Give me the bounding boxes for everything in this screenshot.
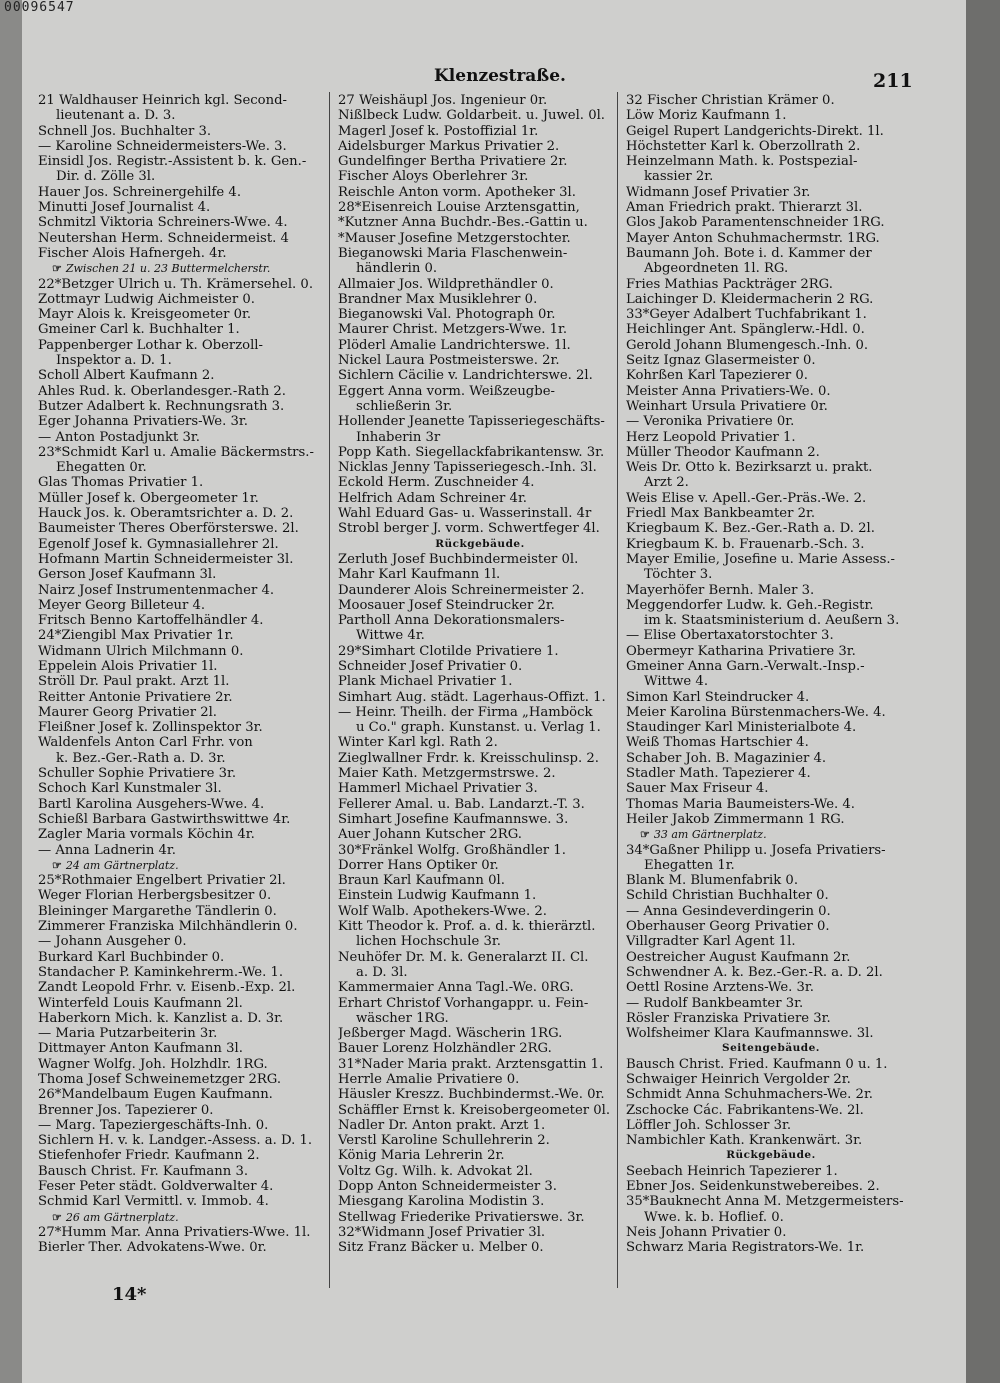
directory-entry: Winter Karl kgl. Rath 2. xyxy=(338,735,498,751)
directory-entry: Allmaier Jos. Wildprethändler 0. xyxy=(338,276,554,292)
directory-entry: Fellerer Amal. u. Bab. Landarzt.-T. 3. xyxy=(338,796,585,812)
entry-continuation: wäscher 1RG. xyxy=(356,1010,449,1026)
directory-entry: Höchstetter Karl k. Oberzollrath 2. xyxy=(626,138,861,154)
directory-entry: Blank M. Blumenfabrik 0. xyxy=(626,873,799,889)
directory-entry: König Maria Lehrerin 2r. xyxy=(338,1148,505,1164)
entry-continuation: k. Bez.-Ger.-Rath a. D. 3r. xyxy=(56,750,226,766)
entry-continuation: händlerin 0. xyxy=(356,261,438,277)
directory-entry: Maurer Georg Privatier 2l. xyxy=(38,704,218,720)
directory-entry: 26*Mandelbaum Eugen Kaufmann. xyxy=(38,1087,273,1103)
directory-entry: Einsidl Jos. Registr.-Assistent b. k. Gen.- xyxy=(38,154,307,170)
directory-entry: — Elise Obertaxatorstochter 3. xyxy=(626,628,834,644)
directory-entry: Schild Christian Buchhalter 0. xyxy=(626,888,829,904)
directory-entry: Friedl Max Bankbeamter 2r. xyxy=(626,506,816,522)
directory-entry: — Anton Postadjunkt 3r. xyxy=(38,429,200,445)
directory-entry: Widmann Josef Privatier 3r. xyxy=(626,184,811,200)
directory-entry: Neis Johann Privatier 0. xyxy=(626,1224,787,1240)
directory-entry: Scholl Albert Kaufmann 2. xyxy=(38,368,215,384)
pointing-hand-icon: ☞ xyxy=(52,1210,62,1224)
directory-entry: Pappenberger Lothar k. Oberzoll- xyxy=(38,337,263,353)
directory-entry: Ströll Dr. Paul prakt. Arzt 1l. xyxy=(38,674,230,690)
cross-reference-note: ☞ 24 am Gärtnerplatz. xyxy=(52,858,179,872)
entry-continuation: u Co." graph. Kunstanst. u. Verlag 1. xyxy=(356,720,601,736)
directory-entry: Zandt Leopold Frhr. v. Eisenb.-Exp. 2l. xyxy=(38,980,296,996)
directory-entry: Winterfeld Louis Kaufmann 2l. xyxy=(38,995,243,1011)
directory-entry: Müller Josef k. Obergeometer 1r. xyxy=(38,490,259,506)
directory-entry: Simhart Josefine Kaufmannswe. 3. xyxy=(338,811,569,827)
directory-entry: Kriegbaum K. Bez.-Ger.-Rath a. D. 2l. xyxy=(626,521,875,537)
directory-entry: Eggert Anna vorm. Weißzeugbe- xyxy=(338,383,555,399)
directory-entry: 27 Weishäupl Jos. Ingenieur 0r. xyxy=(338,93,548,108)
directory-entry: Glas Thomas Privatier 1. xyxy=(38,475,204,491)
directory-entry: Müller Theodor Kaufmann 2. xyxy=(626,444,820,460)
directory-entry: Laichinger D. Kleidermacherin 2 RG. xyxy=(626,291,874,307)
directory-entry: Wahl Eduard Gas- u. Wasserinstall. 4r xyxy=(338,506,592,522)
cross-reference-note: ☞ 26 am Gärtnerplatz. xyxy=(52,1210,179,1224)
directory-entry: Seebach Heinrich Tapezierer 1. xyxy=(626,1163,838,1179)
directory-entry: Löffler Joh. Schlosser 3r. xyxy=(626,1117,792,1133)
directory-entry: Meggendorfer Ludw. k. Geh.-Registr. xyxy=(626,597,874,613)
directory-entry: Hofmann Martin Schneidermeister 3l. xyxy=(38,551,294,567)
directory-entry: Bierler Ther. Advokatens-Wwe. 0r. xyxy=(38,1240,267,1256)
directory-entry: Kitt Theodor k. Prof. a. d. k. thierärztl. xyxy=(338,919,596,935)
directory-entry: Bauer Lorenz Holzhändler 2RG. xyxy=(338,1041,552,1057)
directory-entry: 34*Gaßner Philipp u. Josefa Privatiers- xyxy=(626,842,886,858)
directory-entry: Weis Dr. Otto k. Bezirksarzt u. prakt. xyxy=(626,460,873,476)
directory-entry: Dittmayer Anton Kaufmann 3l. xyxy=(38,1041,243,1057)
directory-entry: 32*Widmann Josef Privatier 3l. xyxy=(338,1224,546,1240)
entry-continuation: a. D. 3l. xyxy=(356,964,408,980)
pointing-hand-icon: ☞ xyxy=(52,858,62,872)
directory-entry: Thomas Maria Baumeisters-We. 4. xyxy=(626,796,855,812)
directory-entry: Geigel Rupert Landgerichts-Direkt. 1l. xyxy=(626,123,884,139)
directory-entry: — Karoline Schneidermeisters-We. 3. xyxy=(38,138,287,154)
directory-entry: Stiefenhofer Friedr. Kaufmann 2. xyxy=(38,1148,260,1164)
directory-entry: Jeßberger Magd. Wäscherin 1RG. xyxy=(338,1026,563,1042)
directory-entry: Obermeyr Katharina Privatiere 3r. xyxy=(626,643,856,659)
entry-continuation: Wittwe 4r. xyxy=(356,628,425,644)
directory-entry: Waldenfels Anton Carl Frhr. von xyxy=(38,735,253,751)
section-heading: Seitengebäude. xyxy=(722,1042,820,1055)
directory-entry: Oestreicher August Kaufmann 2r. xyxy=(626,949,851,965)
directory-entry: Voltz Gg. Wilh. k. Advokat 2l. xyxy=(338,1163,533,1179)
directory-entry: Brandner Max Musiklehrer 0. xyxy=(338,291,538,307)
directory-entry: Bieganowski Maria Flaschenwein- xyxy=(338,245,568,261)
directory-entry: Aidelsburger Markus Privatier 2. xyxy=(338,138,560,154)
directory-entry: Schmid Karl Vermittl. v. Immob. 4. xyxy=(38,1194,269,1210)
page-number: 211 xyxy=(873,70,913,92)
pointing-hand-icon: ☞ xyxy=(52,262,62,276)
directory-entry: Oettl Rosine Arztens-We. 3r. xyxy=(626,980,814,996)
directory-entry: Heiler Jakob Zimmermann 1 RG. xyxy=(626,811,845,827)
directory-entry: Weinhart Ursula Privatiere 0r. xyxy=(626,398,828,414)
directory-entry: Miesgang Karolina Modistin 3. xyxy=(338,1194,545,1210)
directory-entry: *Mauser Josefine Metzgerstochter. xyxy=(338,230,571,246)
directory-entry: Simon Karl Steindrucker 4. xyxy=(626,689,810,705)
directory-entry: Schnell Jos. Buchhalter 3. xyxy=(38,123,212,139)
directory-entry: Bleininger Margarethe Tändlerin 0. xyxy=(38,903,277,919)
column-2 xyxy=(338,93,622,1256)
directory-entry: Mayr Alois k. Kreisgeometer 0r. xyxy=(38,307,252,323)
directory-entry: Gmeiner Anna Garn.-Verwalt.-Insp.- xyxy=(626,658,865,674)
directory-entry: Kammermaier Anna Tagl.-We. 0RG. xyxy=(338,980,574,996)
directory-entry: Erhart Christof Vorhangappr. u. Fein- xyxy=(338,995,589,1011)
directory-entry: — Anna Ladnerin 4r. xyxy=(38,842,176,858)
directory-entry: Hollender Jeanette Tapisseriegeschäfts- xyxy=(338,414,605,430)
directory-entry: Hammerl Michael Privatier 3. xyxy=(338,781,538,797)
directory-entry: Auer Johann Kutscher 2RG. xyxy=(338,827,522,843)
directory-entry: Fleißner Josef k. Zollinspektor 3r. xyxy=(38,720,263,736)
directory-entry: Maurer Christ. Metzgers-Wwe. 1r. xyxy=(338,322,568,338)
directory-entry: *Kutzner Anna Buchdr.-Bes.-Gattin u. xyxy=(338,215,588,231)
directory-entry: Fischer Aloys Oberlehrer 3r. xyxy=(338,169,529,185)
directory-entry: 25*Rothmaier Engelbert Privatier 2l. xyxy=(38,873,286,889)
directory-entry: Ahles Rud. k. Oberlandesger.-Rath 2. xyxy=(38,383,286,399)
directory-entry: Schmidt Anna Schuhmachers-We. 2r. xyxy=(626,1087,873,1103)
entry-continuation: Wwe. k. b. Hoflief. 0. xyxy=(644,1209,784,1225)
directory-entry: Baumann Joh. Bote i. d. Kammer der xyxy=(626,245,872,261)
running-title: Klenzestraße. xyxy=(434,66,566,86)
directory-entry: Weiß Thomas Hartschier 4. xyxy=(626,735,809,751)
directory-entry: Brenner Jos. Tapezierer 0. xyxy=(38,1102,214,1118)
directory-entry: — Veronika Privatiere 0r. xyxy=(626,414,795,430)
directory-entry: Meier Karolina Bürstenmachers-We. 4. xyxy=(626,704,886,720)
directory-entry: Nairz Josef Instrumentenmacher 4. xyxy=(38,582,275,598)
entry-continuation: Arzt 2. xyxy=(644,475,689,491)
directory-entry: Stadler Math. Tapezierer 4. xyxy=(626,766,811,782)
directory-entry: Rösler Franziska Privatiere 3r. xyxy=(626,1010,831,1026)
directory-entry: — Heinr. Theilh. der Firma „Hamböck xyxy=(338,704,593,720)
directory-entry: Mahr Karl Kaufmann 1l. xyxy=(338,567,501,583)
directory-entry: 24*Ziengibl Max Privatier 1r. xyxy=(38,628,234,644)
directory-entry: 33*Geyer Adalbert Tuchfabrikant 1. xyxy=(626,307,867,323)
directory-entry: Wolfsheimer Klara Kaufmannswe. 3l. xyxy=(626,1026,874,1042)
section-heading: Rückgebäude. xyxy=(435,537,525,550)
column-divider xyxy=(329,92,330,1288)
directory-entry: Heinzelmann Math. k. Postspezial- xyxy=(626,154,858,170)
directory-entry: 30*Fränkel Wolfg. Großhändler 1. xyxy=(338,842,566,858)
directory-entry: Maier Kath. Metzgermstrswe. 2. xyxy=(338,766,556,782)
entry-continuation: Inspektor a. D. 1. xyxy=(56,353,172,369)
directory-entry: Häusler Kreszz. Buchbindermst.-We. 0r. xyxy=(338,1087,605,1103)
directory-entry: Haberkorn Mich. k. Kanzlist a. D. 3r. xyxy=(38,1010,284,1026)
directory-entry: Seitz Ignaz Glasermeister 0. xyxy=(626,353,816,369)
directory-entry: Reischle Anton vorm. Apotheker 3l. xyxy=(338,184,576,200)
directory-entry: Schwendner A. k. Bez.-Ger.-R. a. D. 2l. xyxy=(626,964,883,980)
directory-entry: Aman Friedrich prakt. Thierarzt 3l. xyxy=(626,200,863,216)
directory-entry: 28*Eisenreich Louise Arztensgattin, xyxy=(338,200,580,216)
directory-entry: Sauer Max Friseur 4. xyxy=(626,781,769,797)
directory-entry: Nicklas Jenny Tapisseriegesch.-Inh. 3l. xyxy=(338,460,597,476)
directory-entry: Gmeiner Carl k. Buchhalter 1. xyxy=(38,322,240,338)
directory-entry: Schießl Barbara Gastwirthswittwe 4r. xyxy=(38,811,291,827)
directory-entry: Bartl Karolina Ausgehers-Wwe. 4. xyxy=(38,796,265,812)
directory-entry: Stellwag Friederike Privatierswe. 3r. xyxy=(338,1209,585,1225)
signature-mark: 14* xyxy=(112,1284,147,1305)
directory-entry: Schneider Josef Privatier 0. xyxy=(338,658,523,674)
directory-entry: Staudinger Karl Ministerialbote 4. xyxy=(626,720,857,736)
directory-entry: Glos Jakob Paramentenschneider 1RG. xyxy=(626,215,885,231)
directory-entry: Butzer Adalbert k. Rechnungsrath 3. xyxy=(38,398,285,414)
directory-entry: Standacher P. Kaminkehrerm.-We. 1. xyxy=(38,964,284,980)
directory-entry: — Anna Gesindeverdingerin 0. xyxy=(626,903,831,919)
directory-entry: Feser Peter städt. Goldverwalter 4. xyxy=(38,1179,274,1195)
directory-entry: — Rudolf Bankbeamter 3r. xyxy=(626,995,804,1011)
entry-continuation: kassier 2r. xyxy=(644,169,714,185)
entry-continuation: Wittwe 4. xyxy=(644,674,709,690)
pointing-hand-icon: ☞ xyxy=(640,828,650,842)
directory-entry: Plank Michael Privatier 1. xyxy=(338,674,513,690)
directory-entry: Schaber Joh. B. Magazinier 4. xyxy=(626,750,827,766)
directory-entry: Mayerhöfer Bernh. Maler 3. xyxy=(626,582,815,598)
directory-entry: Minutti Josef Journalist 4. xyxy=(38,200,211,216)
directory-entry: Braun Karl Kaufmann 0l. xyxy=(338,873,505,889)
directory-entry: Mayer Anton Schuhmachermstr. 1RG. xyxy=(626,230,880,246)
directory-entry: Meister Anna Privatiers-We. 0. xyxy=(626,383,831,399)
directory-entry: Eckold Herm. Zuschneider 4. xyxy=(338,475,535,491)
page-edge-left xyxy=(0,0,22,1383)
entry-continuation: Abgeordneten 1l. RG. xyxy=(644,261,789,277)
directory-entry: Fritsch Benno Kartoffelhändler 4. xyxy=(38,613,264,629)
directory-entry: Strobl berger J. vorm. Schwertfeger 4l. xyxy=(338,521,600,537)
directory-entry: Zagler Maria vormals Köchin 4r. xyxy=(38,827,255,843)
directory-entry: Weis Elise v. Apell.-Ger.-Präs.-We. 2. xyxy=(626,490,867,506)
directory-entry: Kriegbaum K. b. Frauenarb.-Sch. 3. xyxy=(626,536,865,552)
directory-entry: Daunderer Alois Schreinermeister 2. xyxy=(338,582,585,598)
directory-entry: Popp Kath. Siegellackfabrikantensw. 3r. xyxy=(338,444,605,460)
directory-entry: Zieglwallner Frdr. k. Kreisschulinsp. 2. xyxy=(338,750,599,766)
archive-stamp: 00096547 xyxy=(4,0,75,15)
directory-entry: Kohrßen Karl Tapezierer 0. xyxy=(626,368,808,384)
directory-entry: Helfrich Adam Schreiner 4r. xyxy=(338,490,527,506)
directory-entry: Bausch Christ. Fr. Kaufmann 3. xyxy=(38,1163,249,1179)
directory-entry: Fischer Alois Hafnergeh. 4r. xyxy=(38,245,227,261)
directory-entry: 32 Fischer Christian Krämer 0. xyxy=(626,93,835,108)
directory-entry: 29*Simhart Clotilde Privatiere 1. xyxy=(338,643,559,659)
directory-entry: Gerson Josef Kaufmann 3l. xyxy=(38,567,217,583)
directory-entry: — Maria Putzarbeiterin 3r. xyxy=(38,1026,218,1042)
directory-entry: Zschocke Các. Fabrikantens-We. 2l. xyxy=(626,1102,864,1118)
cross-reference-note: ☞ 33 am Gärtnerplatz. xyxy=(640,828,767,842)
column-1 xyxy=(38,93,322,1256)
directory-entry: Egenolf Josef k. Gymnasiallehrer 2l. xyxy=(38,536,279,552)
directory-entry: Eppelein Alois Privatier 1l. xyxy=(38,658,218,674)
directory-entry: Bieganowski Val. Photograph 0r. xyxy=(338,307,556,323)
directory-entry: Moosauer Josef Steindrucker 2r. xyxy=(338,597,555,613)
directory-entry: Widmann Ulrich Milchmann 0. xyxy=(38,643,244,659)
page-edge-right xyxy=(966,0,1000,1383)
directory-entry: Sichlern H. v. k. Landger.-Assess. a. D. 1. xyxy=(38,1133,313,1149)
directory-entry: Partholl Anna Dekorationsmalers- xyxy=(338,613,565,629)
directory-entry: Schwarz Maria Registrators-We. 1r. xyxy=(626,1240,865,1256)
directory-entry: Weger Florian Herbergsbesitzer 0. xyxy=(38,888,272,904)
entry-continuation: lichen Hochschule 3r. xyxy=(356,934,501,950)
directory-entry: Ebner Jos. Seidenkunstwebereibes. 2. xyxy=(626,1179,880,1195)
directory-entry: Zimmerer Franziska Milchhändlerin 0. xyxy=(38,919,298,935)
directory-entry: Nißlbeck Ludw. Goldarbeit. u. Juwel. 0l. xyxy=(338,108,605,124)
directory-entry: Bausch Christ. Fried. Kaufmann 0 u. 1. xyxy=(626,1056,888,1072)
entry-continuation: schließerin 3r. xyxy=(356,398,453,414)
directory-entry: Sichlern Cäcilie v. Landrichterswe. 2l. xyxy=(338,368,593,384)
directory-entry: Plöderl Amalie Landrichterswe. 1l. xyxy=(338,337,571,353)
directory-entry: Herz Leopold Privatier 1. xyxy=(626,429,796,445)
directory-entry: Einstein Ludwig Kaufmann 1. xyxy=(338,888,537,904)
directory-entry: Gundelfinger Bertha Privatiere 2r. xyxy=(338,154,568,170)
directory-entry: Oberhauser Georg Privatier 0. xyxy=(626,919,830,935)
directory-entry: Dopp Anton Schneidermeister 3. xyxy=(338,1179,557,1195)
cross-reference-note: ☞ Zwischen 21 u. 23 Buttermelcherstr. xyxy=(52,262,271,276)
directory-entry: 22*Betzger Ulrich u. Th. Krämersehel. 0. xyxy=(38,276,314,292)
section-heading: Rückgebäude. xyxy=(726,1149,816,1162)
entry-continuation: im k. Staatsministerium d. Aeußern 3. xyxy=(644,613,900,629)
entry-continuation: Ehegatten 0r. xyxy=(56,460,147,476)
directory-entry: Schoch Karl Kunstmaler 3l. xyxy=(38,781,222,797)
directory-entry: Burkard Karl Buchbinder 0. xyxy=(38,949,225,965)
directory-entry: Löw Moriz Kaufmann 1. xyxy=(626,108,787,124)
directory-entry: 31*Nader Maria prakt. Arztensgattin 1. xyxy=(338,1056,604,1072)
directory-entry: Nambichler Kath. Krankenwärt. 3r. xyxy=(626,1133,863,1149)
directory-entry: Schwaiger Heinrich Vergolder 2r. xyxy=(626,1072,851,1087)
directory-entry: Sitz Franz Bäcker u. Melber 0. xyxy=(338,1240,544,1256)
directory-entry: Schäffler Ernst k. Kreisobergeometer 0l. xyxy=(338,1102,611,1118)
directory-entry: Zerluth Josef Buchbindermeister 0l. xyxy=(338,551,579,567)
directory-entry: 35*Bauknecht Anna M. Metzgermeisters- xyxy=(626,1194,904,1210)
directory-entry: Wagner Wolfg. Joh. Holzhdlr. 1RG. xyxy=(38,1056,268,1072)
directory-entry: Hauer Jos. Schreinergehilfe 4. xyxy=(38,184,242,200)
directory-entry: 23*Schmidt Karl u. Amalie Bäckermstrs.- xyxy=(38,444,314,460)
directory-entry: Hauck Jos. k. Oberamtsrichter a. D. 2. xyxy=(38,506,294,522)
directory-entry: Eger Johanna Privatiers-We. 3r. xyxy=(38,414,248,430)
directory-entry: Reitter Antonie Privatiere 2r. xyxy=(38,689,233,705)
directory-entry: Schuller Sophie Privatiere 3r. xyxy=(38,766,237,782)
directory-entry: 21 Waldhauser Heinrich kgl. Second- xyxy=(38,93,288,108)
directory-entry: Baumeister Theres Oberförsterswe. 2l. xyxy=(38,521,299,537)
entry-continuation: Inhaberin 3r xyxy=(356,429,441,445)
directory-entry: Neutershan Herm. Schneidermeist. 4 xyxy=(38,230,289,246)
directory-entry: Verstl Karoline Schullehrerin 2. xyxy=(338,1133,550,1149)
directory-entry: Herrle Amalie Privatiere 0. xyxy=(338,1072,520,1087)
directory-entry: Wolf Walb. Apothekers-Wwe. 2. xyxy=(338,903,547,919)
directory-entry: Magerl Josef k. Postoffizial 1r. xyxy=(338,123,539,139)
directory-entry: Mayer Emilie, Josefine u. Marie Assess.- xyxy=(626,551,895,567)
directory-entry: Zottmayr Ludwig Aichmeister 0. xyxy=(38,291,255,307)
directory-entry: Simhart Aug. städt. Lagerhaus-Offizt. 1. xyxy=(338,689,606,705)
entry-continuation: Töchter 3. xyxy=(644,567,713,583)
entry-continuation: Dir. d. Zölle 3l. xyxy=(56,169,156,185)
entry-continuation: lieutenant a. D. 3. xyxy=(56,108,176,124)
directory-entry: — Marg. Tapeziergeschäfts-Inh. 0. xyxy=(38,1117,269,1133)
directory-entry: Dorrer Hans Optiker 0r. xyxy=(338,857,499,873)
directory-entry: Villgradter Karl Agent 1l. xyxy=(626,934,796,950)
directory-entry: Heichlinger Ant. Spänglerw.-Hdl. 0. xyxy=(626,322,865,338)
directory-entry: — Johann Ausgeher 0. xyxy=(38,934,187,950)
directory-entry: Nickel Laura Postmeisterswe. 2r. xyxy=(338,353,560,369)
directory-entry: Gerold Johann Blumengesch.-Inh. 0. xyxy=(626,337,869,353)
directory-entry: Neuhöfer Dr. M. k. Generalarzt II. Cl. xyxy=(338,949,589,965)
directory-entry: Schmitzl Viktoria Schreiners-Wwe. 4. xyxy=(38,215,288,231)
entry-continuation: Ehegatten 1r. xyxy=(644,857,735,873)
directory-entry: Nadler Dr. Anton prakt. Arzt 1. xyxy=(338,1117,546,1133)
directory-entry: Thoma Josef Schweinemetzger 2RG. xyxy=(38,1072,282,1087)
directory-entry: Fries Mathias Packträger 2RG. xyxy=(626,276,833,292)
directory-entry: Meyer Georg Billeteur 4. xyxy=(38,597,206,613)
directory-entry: 27*Humm Mar. Anna Privatiers-Wwe. 1l. xyxy=(38,1224,311,1240)
column-3 xyxy=(626,93,916,1256)
